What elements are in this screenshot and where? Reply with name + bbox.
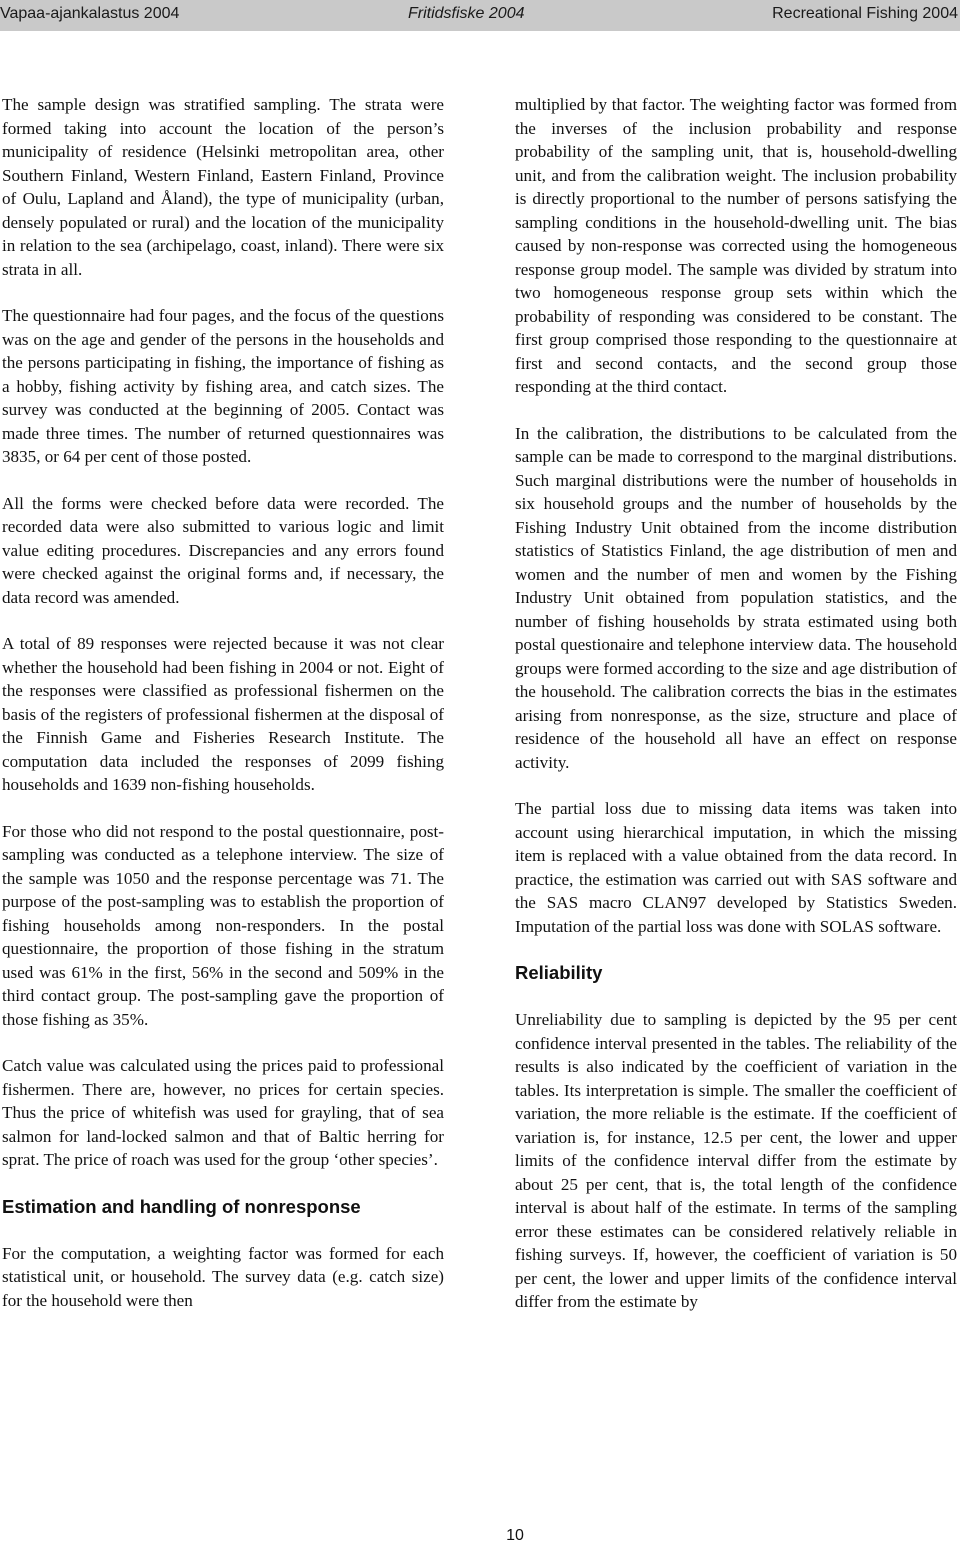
paragraph-rejected-responses: A total of 89 responses were rejected because it was not clear whether the household had been fishing in 2004 or not. Eight of the responses were classified as professional fishermen on the basis of the registers of professional fishermen at the disposal of the Finnish Game and Fisheries Research Institute. The computation data included the responses of 2099 fishing households and 1639 non-fishing households.: [2, 634, 444, 794]
heading-estimation-nonresponse: Estimation and handling of nonresponse: [2, 1195, 361, 1217]
paragraph-catch-value: Catch value was calculated using the prices paid to professional fishermen. There are, however, no prices for certain species. Thus the price of whitefish was used for grayling, that of sea salmon for land-locked salmon and that of Baltic herring for sprat. The price of roach was used for the group ‘other species’.: [2, 1056, 444, 1169]
paragraph-sample-design: The sample design was stratified sampling. The strata were formed taking into account the location of the person’s municipality of residence (Helsinki metropolitan area, other Southern Finland, Western Finland, Eastern Finland, Province of Oulu, Lapland and Åland), the type of municipality (urban, densely populated or rural) and the location of the municipality in relation to the sea (archipelago, coast, inland). There were six strata in all.: [2, 95, 444, 279]
paragraph-weighting-continued: multiplied by that factor. The weighting factor was formed from the inverses of the inclusion probability and response probability of the sampling unit, that is, household-dwelling unit, and from the calibration weight. The inclusion probability is directly proportional to the number of persons satisfying the sampling conditions in the household-dwelling unit. The bias caused by non-response was corrected using the homogeneous response group model. The sample was divided by stratum into two homogeneous response group sets within which the probability of responding was considered to be constant. The first group comprised those responding to the questionnaire at first and second contacts, and the second group those responding at the third contact.: [515, 95, 957, 396]
header-title-english: Recreational Fishing 2004: [772, 5, 958, 22]
paragraph-imputation: The partial loss due to missing data items was taken into account using hierarchical imputation, in which the missing item is replaced with a value obtained from the data record. In practice, the estimation was carried out with SAS software and the SAS macro CLAN97 developed by Statistics Sweden. Imputation of the partial loss was done with SOLAS software.: [515, 799, 957, 936]
paragraph-questionnaire: The questionnaire had four pages, and the focus of the questions was on the age and gender of the persons in the households and the persons participating in fishing, the importance of fishing as a hobby, fishing activity by fishing area, and catch sizes. The survey was conducted at the beginning of 2005. Contact was made three times. The number of returned questionnaires was 3835, or 64 per cent of those posted.: [2, 306, 444, 466]
running-header: [0, 0, 960, 31]
heading-reliability: Reliability: [515, 962, 603, 983]
header-title-swedish: Fritidsfiske 2004: [408, 5, 525, 22]
paragraph-calibration: In the calibration, the distributions to be calculated from the sample can be made to correspond to the marginal distributions. Such marginal distributions were the number of households in six household groups and the number of households by the Fishing Industry Unit obtained from the income distribution statistics of Statistics Finland, the age distribution of men and women and the number of men and women by the Fishing Industry Unit obtained from population statistics, and the number of fishing households by strata estimated using both postal questionaire and telephone interview data. The household groups were formed according to the size and age distribution of the household. The calibration corrects the bias in the estimates arising from nonresponse, as the size, structure and place of residence of the household all have an effect on response activity.: [515, 423, 957, 772]
left-column: [2, 93, 444, 1335]
right-column: [515, 93, 957, 1337]
paragraph-form-checking: All the forms were checked before data were recorded. The recorded data were also submitted to various logic and limit value editing procedures. Discrepancies and any errors found were checked against the original forms and, if necessary, the data record was amended.: [2, 493, 444, 607]
paragraph-weighting-factor: For the computation, a weighting factor was formed for each statistical unit, or household. The survey data (e.g. catch size) for the household were then: [2, 1243, 444, 1310]
header-title-finnish: Vapaa-ajankalastus 2004: [0, 5, 180, 22]
paragraph-post-sampling: For those who did not respond to the postal questionnaire, post-sampling was conducted as a telephone interview. The size of the sample was 1050 and the response percentage was 71. The purpose of the post-sampling was to establish the proportion of fishing households among non-responders. In the postal questionnaire, the proportion of those fishing in the stratum used was 61% in the first, 56% in the second and 509% in the third contact group. The post-sampling gave the proportion of those fishing as 35%.: [2, 821, 444, 1029]
paragraph-reliability: Unreliability due to sampling is depicted by the 95 per cent confidence interval presented in the tables. The reliability of the results is also indicated by the coefficient of variation in the tables. Its interpretation is simple. The smaller the coefficient of variation, the more reliable is the estimate. If the coefficient of variation is, for instance, 12.5 per cent, the lower and upper limits of the confidence interval differ from the estimate by about 25 per cent, that is, the total length of the confidence interval is about half of the estimate. In terms of the sampling error these estimates can be considered relatively reliable in fishing surveys. If, however, the coefficient of variation is 50 per cent, the lower and upper limits of the confidence interval differ from the estimate by: [515, 1010, 957, 1311]
page-number: 10: [506, 1527, 524, 1544]
